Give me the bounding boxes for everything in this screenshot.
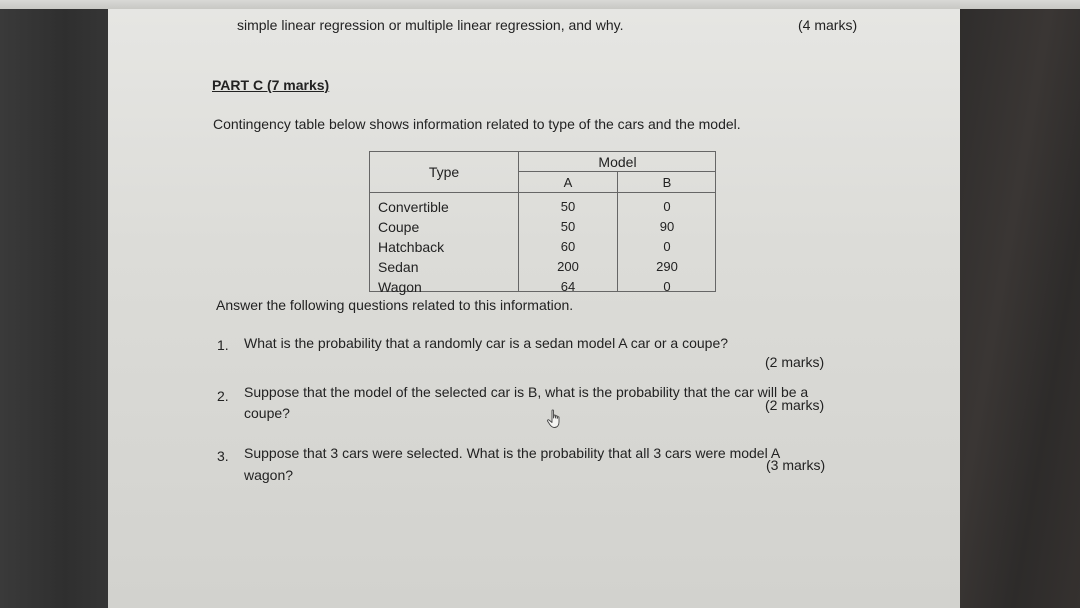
cell-convertible-a: 50 <box>560 199 576 214</box>
model-b-column <box>618 193 716 294</box>
question-3-number: 3. <box>217 448 229 464</box>
document-page <box>108 9 960 608</box>
previous-question-marks: (4 marks) <box>798 17 858 33</box>
row-type-convertible: Convertible <box>378 199 449 215</box>
question-3-text: Suppose that 3 cars were selected. What is the probability that all 3 cars were model A <box>244 445 781 461</box>
question-2-number: 2. <box>217 388 229 404</box>
intro-text: Contingency table below shows information related to type of the cars and the model. <box>213 116 741 132</box>
contingency-table <box>369 151 716 295</box>
row-type-coupe: Coupe <box>378 219 420 235</box>
cell-wagon-b: 0 <box>663 279 671 294</box>
cell-sedan-b: 290 <box>656 259 678 274</box>
cell-coupe-a: 50 <box>560 219 576 234</box>
row-type-wagon: Wagon <box>378 279 422 295</box>
cell-wagon-a: 64 <box>560 279 576 294</box>
question-3-marks: (3 marks) <box>766 457 826 473</box>
model-header: Model <box>519 152 716 172</box>
question-3-text-continued: wagon? <box>244 467 294 483</box>
row-type-sedan: Sedan <box>378 259 419 275</box>
column-a-header: A <box>519 172 618 193</box>
cell-hatchback-b: 0 <box>663 239 671 254</box>
cell-convertible-b: 0 <box>663 199 671 214</box>
question-2-text-continued: coupe? <box>244 405 290 421</box>
previous-question-text: simple linear regression or multiple linear regression, and why. <box>237 17 624 33</box>
cell-hatchback-a: 60 <box>560 239 576 254</box>
question-1-text: What is the probability that a randomly car is a sedan model A car or a coupe? <box>244 335 729 351</box>
type-header: Type <box>370 152 519 193</box>
section-heading: PART C (7 marks) <box>212 77 330 93</box>
top-edge-strip <box>0 0 1080 9</box>
question-2-marks: (2 marks) <box>765 397 825 413</box>
right-bezel <box>960 9 1080 608</box>
column-b-header: B <box>618 172 716 193</box>
instruction-text: Answer the following questions related to this information. <box>216 297 574 313</box>
cell-coupe-b: 90 <box>659 219 675 234</box>
question-2-text: Suppose that the model of the selected car is B, what is the probability that the car will be a <box>244 384 809 400</box>
model-a-column <box>519 193 618 294</box>
row-type-hatchback: Hatchback <box>378 239 445 255</box>
question-1-marks: (2 marks) <box>765 354 825 370</box>
cell-sedan-a: 200 <box>557 259 579 274</box>
hand-pointer-icon <box>546 409 562 429</box>
question-1-number: 1. <box>217 337 229 353</box>
type-column <box>370 193 519 295</box>
